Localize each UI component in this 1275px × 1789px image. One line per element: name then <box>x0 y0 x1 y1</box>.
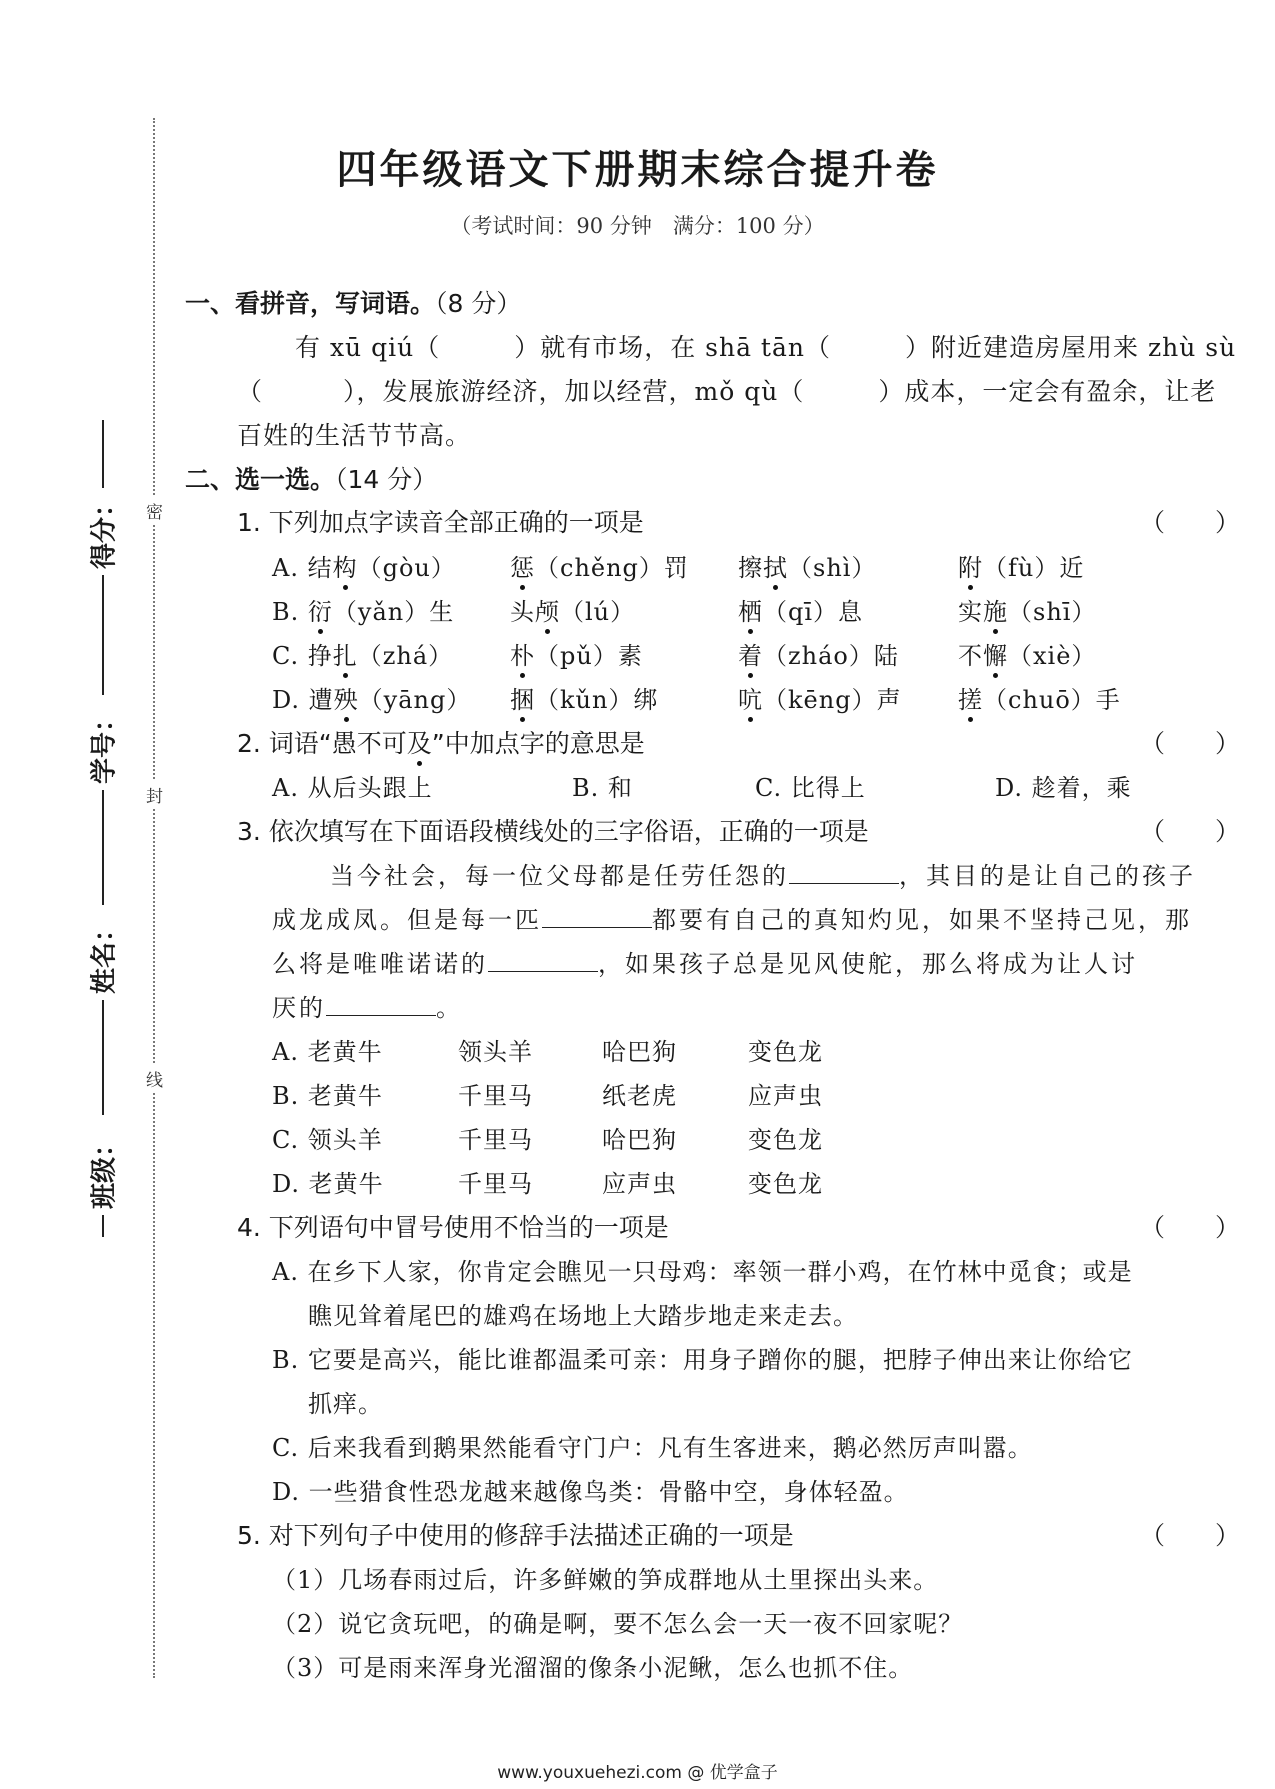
q3-blank-1[interactable] <box>789 861 899 884</box>
q3-d-4[interactable]: 变色龙 <box>748 1170 823 1198</box>
q3-answer-box[interactable]: （ ） <box>1140 817 1241 846</box>
q5-stem: 5. 对下列句子中使用的修辞手法描述正确的一项是 <box>237 1521 794 1550</box>
q3-stem: 3. 依次填写在下面语段横线处的三字俗语，正确的一项是 <box>237 817 869 846</box>
class-rule[interactable] <box>102 1000 104 1115</box>
q3-b-2[interactable]: 千里马 <box>458 1082 533 1110</box>
section-1-line-1: 有 xū qiú（ ）就有市场，在 shā tān（ ）附近建造房屋用来 zhù sù <box>295 333 1237 362</box>
q3-c-3[interactable]: 哈巴狗 <box>602 1126 677 1154</box>
q4-option-c[interactable]: C. 后来我看到鹅果然能看守门户：凡有生客进来，鹅必然厉声叫嚣。 <box>272 1434 1033 1462</box>
q4-stem: 4. 下列语句中冒号使用不恰当的一项是 <box>237 1213 669 1242</box>
q3-b-3[interactable]: 纸老虎 <box>602 1082 677 1110</box>
q2-option-c[interactable]: C. 比得上 <box>755 774 866 802</box>
class-label: 班级： <box>89 1130 120 1210</box>
q5-sentence-3: （3）可是雨来浑身光溜溜的像条小泥鳅，怎么也抓不住。 <box>272 1654 914 1682</box>
q5-sentence-2: （2）说它贪玩吧，的确是啊，要不怎么会一天一夜不回家呢？ <box>272 1610 964 1638</box>
page-title: 四年级语文下册期末综合提升卷 <box>336 147 939 193</box>
seal-char-feng: 封 <box>146 780 163 809</box>
name-rule[interactable] <box>102 790 104 905</box>
q3-d-2[interactable]: 千里马 <box>458 1170 533 1198</box>
q3-a-4[interactable]: 变色龙 <box>748 1038 823 1066</box>
q1-c-1[interactable]: C. 挣扎（zhá） <box>272 642 454 670</box>
q1-b-3[interactable]: 栖（qī）息 <box>738 598 864 626</box>
q3-passage-line-1: 当今社会，每一位父母都是任劳任怨的 ，其目的是让自己的孩子 <box>330 862 1196 890</box>
q1-d-1[interactable]: D. 遭殃（yāng） <box>272 686 472 714</box>
name-label: 姓名： <box>89 915 120 995</box>
q2-option-d[interactable]: D. 趁着，乘 <box>995 774 1132 802</box>
exam-info: （考试时间：90 分钟 满分：100 分） <box>450 214 825 238</box>
q1-c-4[interactable]: 不懈（xiè） <box>958 642 1097 670</box>
q3-passage-line-3: 么将是唯唯诺诺的 ，如果孩子总是见风使舵，那么将成为让人讨 <box>272 950 1138 978</box>
seal-char-xian: 线 <box>146 1064 163 1093</box>
q1-b-2[interactable]: 头颅（lú） <box>510 598 636 626</box>
student-id-rule[interactable] <box>102 575 104 695</box>
section-1-line-2: （ ），发展旅游经济，加以经营，mǒ qù（ ）成本，一定会有盈余，让老 <box>237 377 1217 406</box>
binding-line <box>153 118 155 1678</box>
q3-d-1[interactable]: D. 老黄牛 <box>272 1170 384 1198</box>
q1-answer-box[interactable]: （ ） <box>1140 508 1241 537</box>
q3-b-4[interactable]: 应声虫 <box>748 1082 823 1110</box>
q3-blank-4[interactable] <box>326 993 436 1016</box>
student-id-label: 学号： <box>89 705 120 785</box>
q1-d-2[interactable]: 捆（kǔn）绑 <box>510 686 659 714</box>
q1-d-4[interactable]: 搓（chuō）手 <box>958 686 1121 714</box>
q1-c-3[interactable]: 着（zháo）陆 <box>738 642 899 670</box>
section-2-heading: 二、选一选。（14 分） <box>185 465 438 494</box>
q3-c-4[interactable]: 变色龙 <box>748 1126 823 1154</box>
q2-stem: 2. 词语“愚不可及”中加点字的意思是 <box>237 729 645 758</box>
section-1-line-3: 百姓的生活节节高。 <box>237 421 472 450</box>
q2-option-b[interactable]: B. 和 <box>572 774 633 802</box>
q3-passage-line-2: 成龙成凤。但是每一匹 都要有自己的真知灼见，如果不坚持己见，那 <box>272 906 1192 934</box>
q1-b-4[interactable]: 实施（shī） <box>958 598 1097 626</box>
q1-a-3[interactable]: 擦拭（shì） <box>738 554 877 582</box>
q3-a-1[interactable]: A. 老黄牛 <box>272 1038 383 1066</box>
q4-option-a-line-2[interactable]: 瞧见耸着尾巴的雄鸡在场地上大踏步地走来走去。 <box>308 1302 858 1330</box>
class-rule-tail <box>102 1215 104 1237</box>
q4-option-d[interactable]: D. 一些猎食性恐龙越来越像鸟类：骨骼中空，身体轻盈。 <box>272 1478 909 1506</box>
score-rule[interactable] <box>102 420 104 488</box>
q4-option-b-line-1[interactable]: B. 它要是高兴，能比谁都温柔可亲：用身子蹭你的腿，把脖子伸出来让你给它 <box>272 1346 1133 1374</box>
q3-a-2[interactable]: 领头羊 <box>458 1038 533 1066</box>
q3-c-1[interactable]: C. 领头羊 <box>272 1126 383 1154</box>
q1-stem: 1. 下列加点字读音全部正确的一项是 <box>237 508 644 537</box>
q5-answer-box[interactable]: （ ） <box>1140 1521 1241 1550</box>
q1-c-2[interactable]: 朴（pǔ）素 <box>510 642 643 670</box>
q3-a-3[interactable]: 哈巴狗 <box>602 1038 677 1066</box>
q1-d-3[interactable]: 吭（kēng）声 <box>738 686 902 714</box>
q4-option-b-line-2[interactable]: 抓痒。 <box>308 1390 383 1418</box>
q3-blank-3[interactable] <box>488 949 598 972</box>
q2-answer-box[interactable]: （ ） <box>1140 729 1241 758</box>
q1-a-2[interactable]: 惩（chěng）罚 <box>510 554 689 582</box>
score-label: 得分： <box>89 490 120 570</box>
q1-a-4[interactable]: 附（fù）近 <box>958 554 1085 582</box>
q4-option-a-line-1[interactable]: A. 在乡下人家，你肯定会瞧见一只母鸡：率领一群小鸡，在竹林中觅食；或是 <box>272 1258 1133 1286</box>
q3-blank-2[interactable] <box>542 905 652 928</box>
q2-option-a[interactable]: A. 从后头跟上 <box>272 774 433 802</box>
section-1-heading: 一、看拼音，写词语。（8 分） <box>185 289 522 318</box>
q4-answer-box[interactable]: （ ） <box>1140 1213 1241 1242</box>
q3-passage-line-4: 厌的 。 <box>272 994 463 1022</box>
q1-a-1[interactable]: A. 结构（gòu） <box>272 554 456 582</box>
footer-watermark: www.youxuehezi.com @ 优学盒子 <box>497 1763 778 1783</box>
q5-sentence-1: （1）几场春雨过后，许多鲜嫩的笋成群地从土里探出头来。 <box>272 1566 939 1594</box>
q3-b-1[interactable]: B. 老黄牛 <box>272 1082 383 1110</box>
q3-c-2[interactable]: 千里马 <box>458 1126 533 1154</box>
q3-d-3[interactable]: 应声虫 <box>602 1170 677 1198</box>
seal-char-mi: 密 <box>146 496 163 525</box>
q1-b-1[interactable]: B. 衍（yǎn）生 <box>272 598 455 626</box>
